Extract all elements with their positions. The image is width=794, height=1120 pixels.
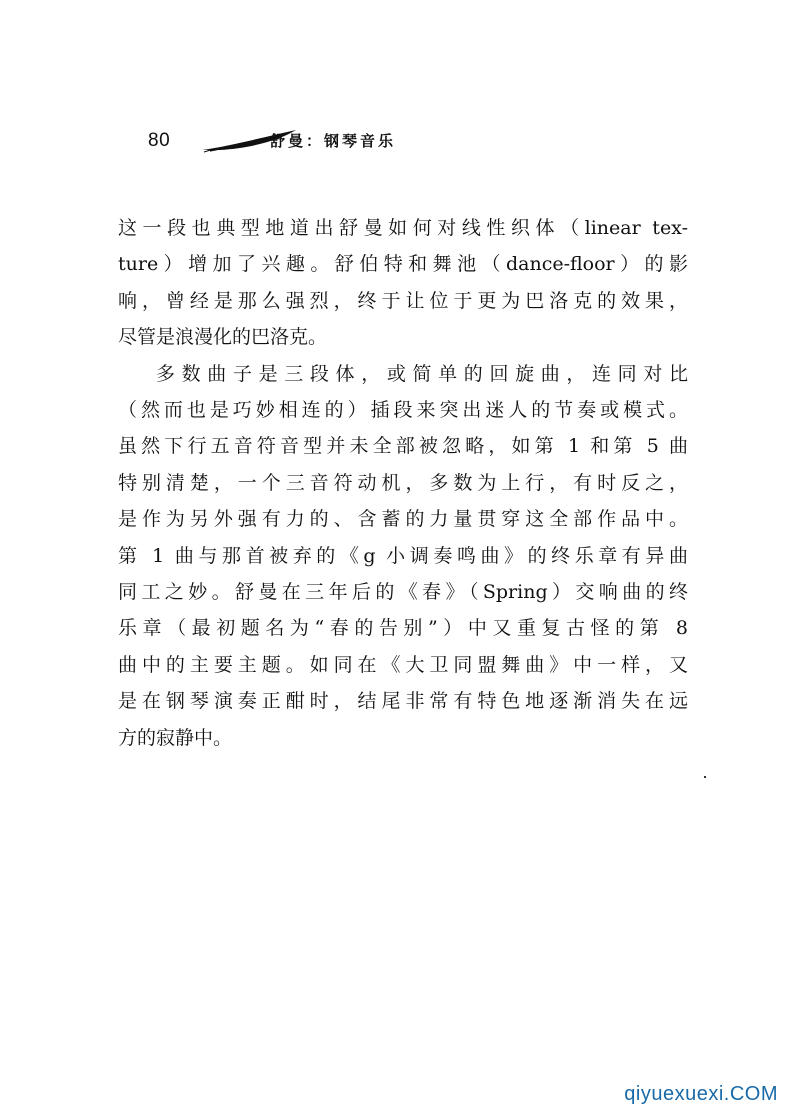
text-line: 方的寂静中。: [118, 726, 233, 749]
text-line: 多数曲子是三段体，或简单的回旋曲，连同对比: [156, 362, 688, 385]
site-watermark: qiyuexuexi.COM: [624, 1083, 778, 1105]
text-line: ture）增加了兴趣。舒伯特和舞池（dance-floor）的影: [118, 253, 688, 276]
body-text: [118, 210, 688, 756]
text-line: 第 1 曲与那首被弃的《g 小调奏鸣曲》的终乐章有异曲: [118, 544, 688, 567]
text-line: 同工之妙。舒曼在三年后的《春》（Spring）交响曲的终: [118, 581, 688, 604]
paragraph-1: [118, 210, 688, 356]
text-line: 乐章（最初题名为“春的告别”）中又重复古怪的第 8: [118, 617, 688, 640]
scan-speck: [704, 776, 706, 778]
paragraph-2: [118, 356, 688, 756]
text-line: 特别清楚，一个三音符动机，多数为上行，有时反之，: [118, 471, 688, 494]
page-number: 80: [148, 130, 171, 151]
text-line: 是作为另外强有力的、含蓄的力量贯穿这全部作品中。: [118, 508, 688, 531]
text-line: 虽然下行五音符音型并未全部被忽略，如第 1 和第 5 曲: [118, 435, 688, 458]
page-header: [148, 124, 548, 160]
text-line: 响，曾经是那么强烈，终于让位于更为巴洛克的效果，: [118, 289, 688, 312]
text-line: 这一段也典型地道出舒曼如何对线性织体（linear tex-: [118, 217, 688, 239]
running-title: 舒曼：钢琴音乐: [270, 132, 397, 150]
text-line: （然而也是巧妙相连的）插段来突出迷人的节奏或模式。: [118, 399, 688, 422]
text-line: 是在钢琴演奏正酣时，结尾非常有特色地逐渐消失在远: [118, 690, 688, 713]
text-line: 尽管是浪漫化的巴洛克。: [118, 326, 328, 349]
text-line: 曲中的主要主题。如同在《大卫同盟舞曲》中一样，又: [118, 653, 688, 676]
